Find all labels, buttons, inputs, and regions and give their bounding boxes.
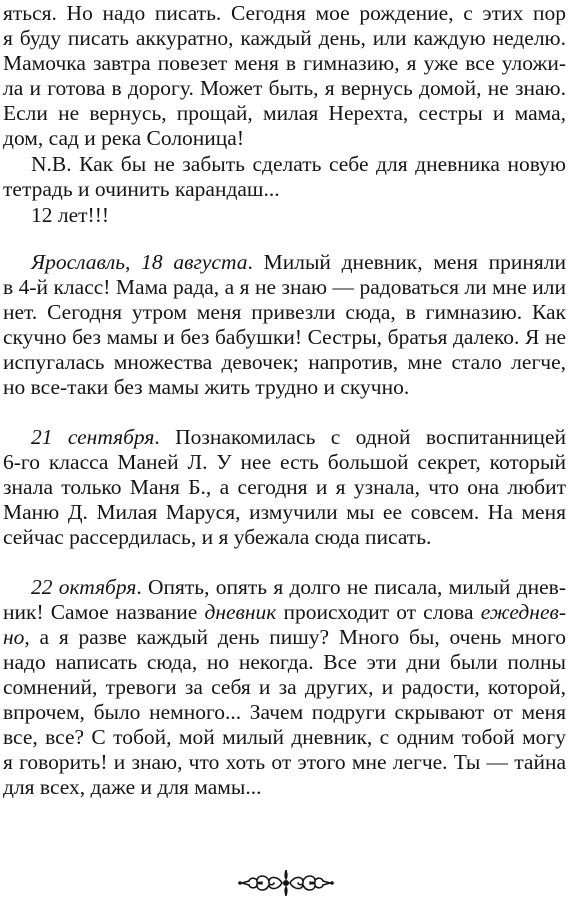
- text-line: Мамочка завтра повезет меня в гимназию, я уже все уложи-: [3, 51, 566, 75]
- entry-date: 21 сентября: [31, 425, 155, 449]
- text-line: 6-го класса Маней Л. У нее есть большой секрет, который: [3, 450, 566, 474]
- text-line: ник! Самое название дневник происходит от слова ежеднев-: [3, 600, 566, 624]
- diary-entry-heading-line: Ярославль, 18 августа. Милый дневник, меня приняли: [31, 250, 566, 274]
- diary-entry-heading-line: 21 сентября. Познакомилась с одной воспитанницей: [31, 425, 566, 449]
- text-line: скучно без мамы и без бабушки! Сестры, братья далеко. Я не: [3, 325, 566, 349]
- text-line: тетрадь и очинить карандаш...: [3, 177, 280, 201]
- text-line: для всех, даже и для мамы...: [3, 775, 262, 799]
- text-line: N.B. Как бы не забыть сделать себе для дневника новую: [31, 152, 566, 176]
- text-line: знала только Маня Б., а сегодня и я узнала, что она любит: [3, 475, 566, 499]
- scroll-flourish-icon: [236, 868, 336, 898]
- text-line: испугалась множества девочек; напротив, мне стало легче,: [3, 350, 566, 374]
- text-line: дом, сад и река Солоница!: [3, 126, 245, 150]
- text-line: я буду писать аккуратно, каждый день, или каждую неделю.: [3, 26, 566, 50]
- diary-entry-heading-line: 22 октября. Опять, опять я долго не писала, милый днев-: [31, 575, 566, 599]
- text-line: Если не вернусь, прощай, милая Нерехта, сестры и мама,: [3, 101, 566, 125]
- text-line: впрочем, было немного... Зачем подруги скрывают от меня: [3, 700, 566, 724]
- text-line: сомнений, тревоги за себя и за других, и радости, которой,: [3, 675, 566, 699]
- text-line: но все-таки без мамы жить трудно и скучно.: [3, 375, 410, 399]
- emphasis: ежеднев-: [480, 600, 566, 624]
- text-line: нет. Сегодня утром меня привезли сюда, в гимназию. Как: [3, 300, 566, 324]
- text-line: ла и готова в дорогу. Может быть, я вернусь домой, не знаю.: [3, 76, 566, 100]
- text-line: сейчас рассердилась, и я убежала сюда писать.: [3, 525, 432, 549]
- text-line: надо написать сюда, но некогда. Все эти дни были полны: [3, 650, 566, 674]
- text-line: все, все? С тобой, мой милый дневник, с одним тобой могу: [3, 725, 566, 749]
- text-line: 12 лет!!!: [31, 203, 110, 227]
- text-line: в 4-й класс! Мама рада, а я не знаю — радоваться ли мне или: [3, 275, 566, 299]
- text-line: но, а я разве каждый день пишу? Много бы, очень много: [3, 625, 566, 649]
- text-line: яться. Но надо писать. Сегодня мое рождение, с этих пор: [3, 1, 566, 25]
- emphasis: но,: [3, 625, 30, 649]
- entry-date: 22 октября: [31, 575, 137, 599]
- text-line: я говорить! и знаю, что хоть от этого мне легче. Ты — тайна: [3, 750, 566, 774]
- text-line: Маню Д. Милая Маруся, измучили мы ее совсем. На меня: [3, 500, 566, 524]
- emphasis: дневник: [204, 600, 277, 624]
- entry-date: Ярославль, 18 августа: [31, 250, 248, 274]
